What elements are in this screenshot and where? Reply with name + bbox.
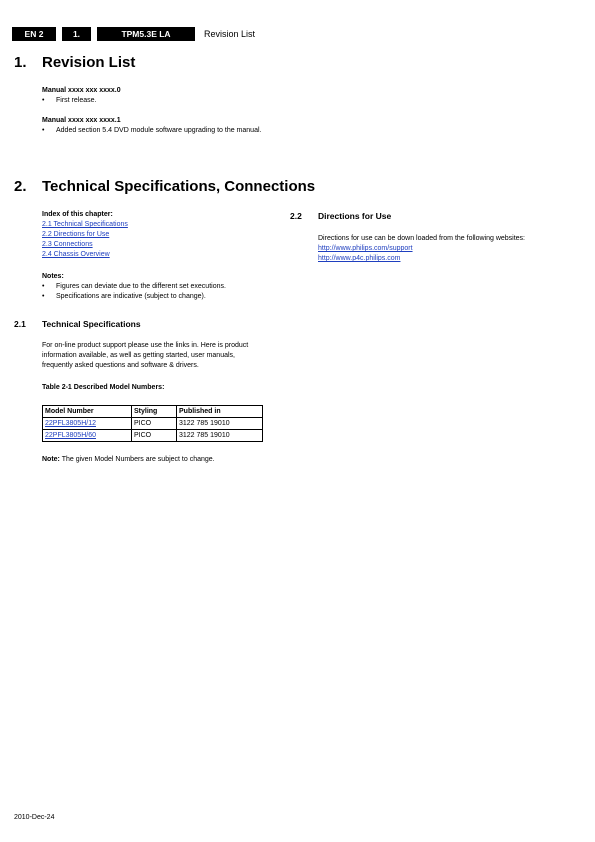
note-text: Figures can deviate due to the different set executions. xyxy=(56,283,226,290)
footer-date: 2010-Dec-24 xyxy=(14,814,55,821)
section-2-1-body: For on-line product support please use the links in. Here is product information available, as well as getting started, user manuals, frequently asked questions and software & drivers. xyxy=(42,342,249,369)
bullet-icon: • xyxy=(42,293,45,300)
index-link-technical-specifications[interactable]: 2.1 Technical Specifications xyxy=(42,221,128,228)
table-row xyxy=(43,418,263,430)
model-number-link[interactable]: 22PFL3805H/60 xyxy=(43,430,132,442)
p4c-philips-link[interactable]: http://www.p4c.philips.com xyxy=(318,255,401,262)
note-bullet xyxy=(42,292,264,302)
revision-bullet xyxy=(42,96,264,106)
note-text: Specifications are indicative (subject to change). xyxy=(56,293,206,300)
note-bullet xyxy=(42,282,264,292)
philips-support-link[interactable]: http://www.philips.com/support xyxy=(318,245,413,252)
revision-bullet-text: Added section 5.4 DVD module software upgrading to the manual. xyxy=(56,127,262,134)
header-tag-en: EN 2 xyxy=(12,27,56,41)
section-2-1-number: 2.1 xyxy=(14,319,26,329)
section-1-number: 1. xyxy=(14,54,27,71)
directions-text: Directions for use can be down loaded from the following websites: xyxy=(318,235,525,242)
note-label: Note: xyxy=(42,456,60,463)
index-link-connections[interactable]: 2.3 Connections xyxy=(42,241,93,248)
index-heading: Index of this chapter: xyxy=(42,211,113,218)
table-caption: Table 2-1 Described Model Numbers: xyxy=(42,384,165,391)
header-title: Revision List xyxy=(204,29,256,39)
revision-bullet-text: First release. xyxy=(56,97,97,104)
table-header-model-number: Model Number xyxy=(43,406,132,418)
bullet-icon: • xyxy=(42,127,45,134)
revision-entry-0 xyxy=(42,86,264,106)
table-cell-styling: PICO xyxy=(132,418,177,430)
table-header-row xyxy=(43,406,263,418)
section-2-2-number: 2.2 xyxy=(290,211,302,221)
section-2-number: 2. xyxy=(14,178,27,195)
section-2-2-title: Directions for Use xyxy=(318,211,392,221)
section-2-1-title: Technical Specifications xyxy=(42,319,141,329)
section-2-title: Technical Specifications, Connections xyxy=(42,178,316,195)
table-header-published-in: Published in xyxy=(177,406,263,418)
bullet-icon: • xyxy=(42,97,45,104)
index-link-chassis-overview[interactable]: 2.4 Chassis Overview xyxy=(42,251,110,258)
table-cell-published: 3122 785 19010 xyxy=(177,418,263,430)
revision-heading: Manual xxxx xxx xxxx.0 xyxy=(42,87,121,94)
notes-block xyxy=(42,272,264,302)
table-row xyxy=(43,430,263,442)
revision-entry-1 xyxy=(42,116,264,136)
table-cell-published: 3122 785 19010 xyxy=(177,430,263,442)
revision-bullet xyxy=(42,126,264,136)
table-header-styling: Styling xyxy=(132,406,177,418)
bullet-icon: • xyxy=(42,283,45,290)
note-text: The given Model Numbers are subject to change. xyxy=(59,456,215,463)
notes-heading: Notes: xyxy=(42,273,64,280)
header-tag-model: TPM5.3E LA xyxy=(97,27,195,41)
section-1-title: Revision List xyxy=(42,54,136,71)
index-link-directions-for-use[interactable]: 2.2 Directions for Use xyxy=(42,231,110,238)
section-2-2-body xyxy=(318,234,543,264)
table-note xyxy=(42,455,272,465)
chapter-index xyxy=(42,210,264,260)
model-number-link[interactable]: 22PFL3805H/12 xyxy=(43,418,132,430)
revision-heading: Manual xxxx xxx xxxx.1 xyxy=(42,117,121,124)
header-tag-chapter: 1. xyxy=(62,27,91,41)
table-cell-styling: PICO xyxy=(132,430,177,442)
model-numbers-table xyxy=(42,405,263,442)
